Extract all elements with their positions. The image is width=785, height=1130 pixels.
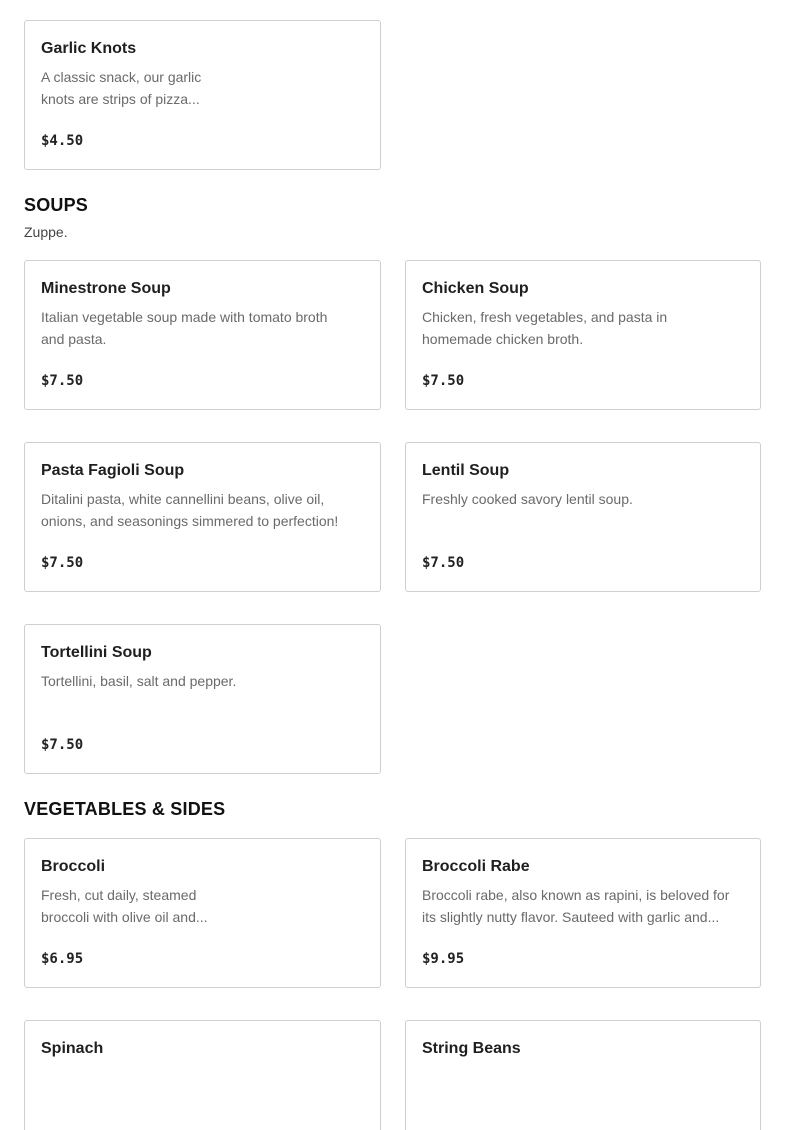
menu-item-card-minestrone-soup[interactable] xyxy=(24,260,381,410)
menu-item-card-broccoli[interactable] xyxy=(24,838,381,988)
menu-item-card-string-beans[interactable] xyxy=(405,1020,761,1130)
item-price: $9.95 xyxy=(422,951,465,967)
item-description: Italian vegetable soup made with tomato broth and pasta. xyxy=(41,309,328,347)
item-name: Chicken Soup xyxy=(422,280,529,297)
item-description: Ditalini pasta, white cannellini beans, olive oil, onions, and seasonings simmered to perfection! xyxy=(41,491,339,529)
item-description: Chicken, fresh vegetables, and pasta in homemade chicken broth. xyxy=(422,309,668,347)
item-name: Minestrone Soup xyxy=(41,280,171,297)
item-name: Spinach xyxy=(41,1040,104,1057)
section-subtitle-soups: Zuppe. xyxy=(24,224,68,240)
menu-item-card-chicken-soup[interactable] xyxy=(405,260,761,410)
item-name: String Beans xyxy=(422,1040,521,1057)
item-price: $4.50 xyxy=(41,133,84,149)
menu-item-card-tortellini-soup[interactable] xyxy=(24,624,381,774)
item-price: $7.50 xyxy=(422,555,465,571)
menu-item-card-lentil-soup[interactable] xyxy=(405,442,761,592)
item-description: Broccoli rabe, also known as rapini, is beloved for its slightly nutty flavor. Sauteed with garlic and... xyxy=(422,887,730,925)
item-price: $7.50 xyxy=(41,373,84,389)
item-description: Freshly cooked savory lentil soup. xyxy=(422,491,633,507)
item-description: Fresh, cut daily, steamed broccoli with olive oil and... xyxy=(41,887,208,925)
item-name: Broccoli xyxy=(41,858,106,875)
item-price: $7.50 xyxy=(41,555,84,571)
item-name: Garlic Knots xyxy=(41,40,137,57)
item-description: A classic snack, our garlic knots are strips of pizza... xyxy=(41,69,202,107)
item-price: $7.50 xyxy=(41,737,84,753)
menu-item-card-garlic-knots[interactable] xyxy=(24,20,381,170)
item-name: Pasta Fagioli Soup xyxy=(41,462,185,479)
item-name: Broccoli Rabe xyxy=(422,858,530,875)
menu-item-card-pasta-fagioli-soup[interactable] xyxy=(24,442,381,592)
section-title-soups: SOUPS xyxy=(24,195,89,215)
item-price: $6.95 xyxy=(41,951,84,967)
item-name: Lentil Soup xyxy=(422,462,510,479)
menu-item-card-broccoli-rabe[interactable] xyxy=(405,838,761,988)
item-price: $7.50 xyxy=(422,373,465,389)
menu-item-card-spinach[interactable] xyxy=(24,1020,381,1130)
item-name: Tortellini Soup xyxy=(41,644,152,661)
item-description: Tortellini, basil, salt and pepper. xyxy=(41,673,237,689)
section-title-vegetables-sides: VEGETABLES & SIDES xyxy=(24,799,226,819)
